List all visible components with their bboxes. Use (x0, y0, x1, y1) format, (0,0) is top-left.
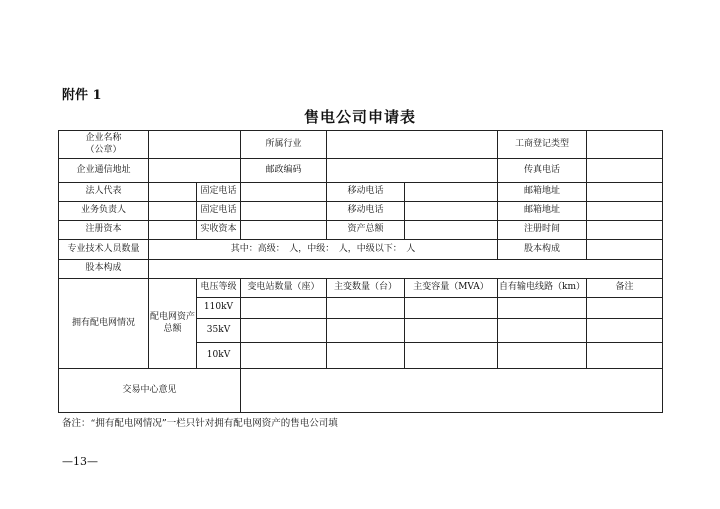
label-own-lines: 自有输电线路（km） (497, 278, 587, 298)
label-tech-staff-count: 专业技术人员数量 (58, 239, 149, 260)
blank-field[interactable] (148, 201, 197, 221)
label-transformer-capacity: 主变容量（MVA） (404, 278, 498, 298)
page-number: —13— (62, 455, 98, 468)
attachment-label: 附件 1 (62, 88, 102, 103)
blank-field[interactable] (148, 220, 197, 240)
label-registered-capital: 注册资本 (58, 220, 149, 240)
label-address: 企业通信地址 (58, 158, 149, 183)
blank-field[interactable] (240, 220, 327, 240)
label-v35: 35kV (196, 318, 241, 343)
blank-field[interactable] (148, 130, 241, 159)
blank-field[interactable] (326, 318, 405, 343)
blank-field[interactable] (404, 318, 498, 343)
label-mobile: 移动电话 (326, 182, 405, 202)
blank-field[interactable] (586, 182, 663, 202)
blank-field[interactable] (240, 182, 327, 202)
form-title: 售电公司申请表 (303, 108, 416, 126)
blank-field[interactable] (148, 182, 197, 202)
blank-field[interactable] (148, 259, 663, 279)
blank-field[interactable] (586, 239, 663, 260)
blank-field[interactable] (497, 297, 587, 319)
label-v10: 10kV (196, 342, 241, 369)
label-distribution-network: 拥有配电网情况 (58, 278, 149, 369)
label-fixed-phone: 固定电话 (196, 182, 241, 202)
label-fax: 传真电话 (497, 158, 587, 183)
blank-field[interactable] (497, 318, 587, 343)
blank-field[interactable] (148, 158, 241, 183)
label-substation-count: 变电站数量（座） (240, 278, 327, 298)
label-shareholding: 股本构成 (58, 259, 149, 279)
label-business-manager: 业务负责人 (58, 201, 149, 221)
label-trading-center-opinion: 交易中心意见 (58, 368, 241, 413)
label-fixed-phone: 固定电话 (196, 201, 241, 221)
blank-field[interactable] (404, 182, 498, 202)
blank-field[interactable] (404, 297, 498, 319)
label-industry: 所属行业 (240, 130, 327, 159)
label-postcode: 邮政编码 (240, 158, 327, 183)
blank-field[interactable] (404, 201, 498, 221)
label-transformer-count: 主变数量（台） (326, 278, 405, 298)
blank-field[interactable] (240, 368, 663, 413)
label-dist-assets-total: 配电网资产总额 (148, 278, 197, 369)
label-shareholding: 股本构成 (497, 239, 587, 260)
blank-field[interactable] (586, 130, 663, 159)
label-mobile: 移动电话 (326, 201, 405, 221)
label-legal-rep: 法人代表 (58, 182, 149, 202)
label-remarks: 备注 (586, 278, 663, 298)
footnote: 备注：“拥有配电网情况”一栏只针对拥有配电网资产的售电公司填 (62, 418, 338, 429)
blank-field[interactable] (240, 342, 327, 369)
blank-field[interactable] (586, 318, 663, 343)
label-paid-capital: 实收资本 (196, 220, 241, 240)
label-v110: 110kV (196, 297, 241, 319)
blank-field[interactable] (326, 130, 498, 159)
label-email: 邮箱地址 (497, 182, 587, 202)
label-company-name: 企业名称 （公章） (58, 130, 149, 159)
blank-field[interactable] (240, 297, 327, 319)
blank-field[interactable] (586, 158, 663, 183)
blank-field[interactable] (404, 342, 498, 369)
label-staff-breakdown: 其中：高级： 人，中级： 人，中级以下： 人 (148, 239, 498, 260)
blank-field[interactable] (326, 158, 498, 183)
blank-field[interactable] (240, 318, 327, 343)
blank-field[interactable] (586, 297, 663, 319)
label-email: 邮箱地址 (497, 201, 587, 221)
label-business-reg-type: 工商登记类型 (497, 130, 587, 159)
blank-field[interactable] (586, 220, 663, 240)
blank-field[interactable] (326, 297, 405, 319)
blank-field[interactable] (240, 201, 327, 221)
label-registration-time: 注册时间 (497, 220, 587, 240)
label-total-assets: 资产总额 (326, 220, 405, 240)
blank-field[interactable] (586, 201, 663, 221)
blank-field[interactable] (326, 342, 405, 369)
label-voltage-level: 电压等级 (196, 278, 241, 298)
blank-field[interactable] (586, 342, 663, 369)
blank-field[interactable] (497, 342, 587, 369)
blank-field[interactable] (404, 220, 498, 240)
